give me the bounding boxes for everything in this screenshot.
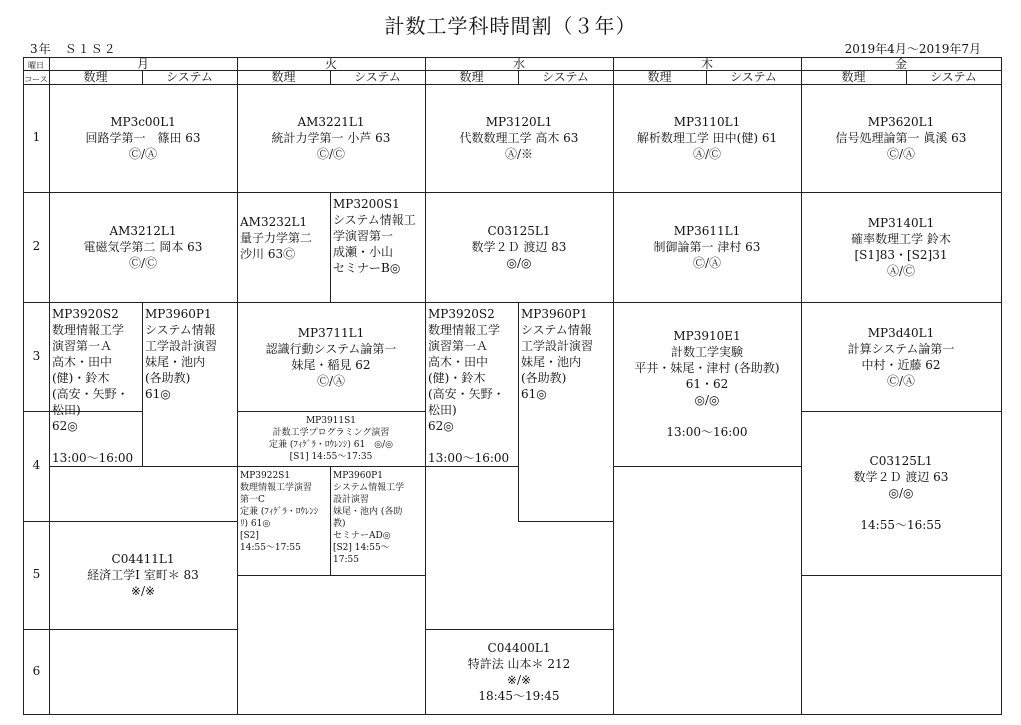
- course-code: MP3620L1: [867, 115, 935, 129]
- course-text: 代数数理工学 高木 63: [459, 131, 579, 145]
- course-text: 松田): [428, 403, 457, 417]
- page-title: 計数工学科時間割（３年）: [384, 14, 637, 38]
- course-text: 信号処理論第一 眞溪 63: [835, 131, 967, 145]
- cell-line: [425, 466, 518, 467]
- course-text: [S2] 14:55～: [333, 543, 390, 553]
- day-header-label: 曜日: [28, 61, 44, 70]
- course-text: 14:55～16:55: [860, 518, 942, 532]
- course-code: MP3922S1: [240, 471, 291, 481]
- course-text: (高安・矢野・: [428, 387, 505, 401]
- course-text: Ⓒ/Ⓐ: [886, 147, 916, 161]
- course-text: 統計力学第一 小芦 63: [271, 131, 391, 145]
- course-text: システム情報工学: [333, 483, 405, 493]
- course-text: 確率数理工学 鈴木: [851, 232, 951, 246]
- course-header-math: 数理: [271, 70, 296, 84]
- course-text: システム情報: [145, 323, 216, 337]
- course-code: AM3212L1: [109, 224, 177, 238]
- course-text: ◎/◎: [888, 486, 914, 500]
- period-line: [23, 521, 49, 522]
- cell-line: [613, 466, 801, 467]
- period-number: 1: [32, 130, 41, 144]
- class-cell-tue4a: [237, 466, 330, 575]
- class-cell-fri4: [801, 411, 1001, 575]
- course-text: 認識行動システム論第一: [265, 341, 397, 356]
- course-code: MP3200S1: [333, 197, 400, 211]
- course-text: 回路学第一 篠田 63: [85, 131, 201, 145]
- period-number: 6: [32, 663, 41, 678]
- course-text: システム情報工: [333, 213, 416, 227]
- course-text: 演習第一Ａ: [52, 339, 113, 353]
- course-text: ※/※: [506, 672, 532, 687]
- course-text: 松田): [52, 403, 81, 417]
- course-text: (健)・鈴木: [428, 371, 486, 385]
- course-code: C03125L1: [869, 454, 933, 468]
- class-cell-mon3a: [49, 302, 142, 466]
- course-text: ◎/◎: [506, 256, 532, 270]
- course-code: C04411L1: [111, 552, 175, 566]
- grid-border-left: [23, 57, 24, 714]
- course-code: MP3960P1: [333, 471, 383, 481]
- course-text: 解析数理工学 田中(健) 61: [636, 131, 778, 145]
- course-text: 定兼 (ﾌｨｹﾞﾗ・ﾛｳﾚﾝｼ: [240, 507, 319, 517]
- course-text: Ⓒ/Ⓒ: [128, 256, 158, 270]
- course-text: 工学設計演習: [145, 339, 218, 353]
- course-header-system: システム: [930, 70, 977, 84]
- course-header-system: システム: [354, 70, 401, 84]
- course-text: 制御論第一 津村 63: [653, 240, 761, 254]
- course-text: 経済工学Ⅰ 室町＊ 83: [87, 568, 199, 582]
- course-code: MP3120L1: [485, 115, 553, 129]
- class-label: 3年 Ｓ１Ｓ２: [30, 42, 117, 56]
- course-text: (各助教): [145, 371, 191, 385]
- class-cell-mon3b: [142, 302, 237, 466]
- course-text: [705, 408, 709, 424]
- course-code: MP3960P1: [145, 307, 212, 321]
- course-code: MP3960P1: [521, 307, 588, 321]
- course-text: Ⓒ/Ⓒ: [316, 147, 346, 161]
- course-text: 数理情報工学: [52, 323, 125, 337]
- course-code: C03125L1: [487, 224, 551, 238]
- grid-border-right: [1001, 57, 1002, 714]
- course-text: 数学２Ｄ 渡辺 83: [471, 240, 567, 254]
- period-number: 4: [32, 458, 41, 472]
- course-header-math: 数理: [841, 70, 866, 84]
- course-code: MP3110L1: [673, 115, 741, 129]
- course-code: MP3910E1: [673, 329, 741, 343]
- course-text: 中村・近藤 62: [861, 357, 941, 372]
- course-text: 妹尾・池内: [145, 355, 206, 369]
- course-text: [S2]: [240, 531, 259, 541]
- course-text: Ⓒ/Ⓐ: [886, 373, 916, 388]
- course-text: 13:00～16:00: [428, 451, 510, 465]
- course-text: 妹尾・池内 (各助: [333, 507, 403, 517]
- course-text: Ⓒ/Ⓐ: [316, 373, 346, 388]
- course-text: 数理情報工学演習: [240, 483, 313, 493]
- course-text: 13:00～16:00: [52, 451, 134, 465]
- course-text: 高木・田中: [428, 355, 489, 369]
- course-code: C04400L1: [487, 640, 551, 655]
- period-number: 2: [32, 239, 41, 253]
- grid-border-bottom: [23, 714, 1002, 715]
- period-line: [23, 629, 49, 630]
- course-text: 61・62: [685, 377, 729, 391]
- class-cell-tue4b: [330, 466, 425, 575]
- course-header-system: システム: [542, 70, 589, 84]
- course-text: 数理情報工学: [428, 323, 501, 337]
- course-text: セミナーB◎: [333, 261, 401, 275]
- cell-line: [518, 521, 613, 522]
- course-text: [S1]83・[S2]31: [854, 248, 948, 262]
- course-text: 特許法 山本＊ 212: [467, 656, 571, 671]
- course-code: MP3c00L1: [110, 115, 176, 129]
- course-text: 17:55: [333, 555, 359, 565]
- class-cell-wed6: [425, 629, 613, 714]
- cell-line: [49, 466, 237, 467]
- class-cell-fri3: [801, 302, 1001, 411]
- course-text: 第一C: [240, 495, 265, 505]
- class-cell-wed3b: [518, 302, 613, 466]
- course-text: 平井・妹尾・津村 (各助教): [634, 361, 780, 375]
- day-header: 木: [700, 57, 713, 71]
- course-text: ◎/◎: [694, 393, 720, 407]
- class-cell-wed2: [425, 192, 613, 302]
- course-text: 高木・田中: [52, 355, 113, 369]
- course-header-math: 数理: [459, 70, 484, 84]
- course-text: 量子力学第二: [240, 231, 313, 245]
- course-text: [S1] 14:55～17:35: [289, 451, 373, 462]
- class-cell-mon2: [49, 192, 237, 302]
- course-text: 設計演習: [333, 495, 370, 505]
- class-cell-tue3: [237, 302, 425, 411]
- class-cell-fri2: [801, 192, 1001, 302]
- course-text: システム情報: [521, 323, 592, 337]
- course-text: ※/※: [130, 584, 156, 598]
- cell-line: [49, 629, 237, 630]
- course-text: 妹尾・稲見 62: [291, 357, 371, 372]
- course-code: MP3711L1: [297, 325, 365, 340]
- course-code: MP3611L1: [673, 224, 741, 238]
- course-text: 教): [333, 519, 346, 529]
- course-header-system: システム: [166, 70, 213, 84]
- day-header: 水: [512, 57, 525, 71]
- course-text: 13:00～16:00: [666, 425, 748, 439]
- course-text: 計算システム論第一: [847, 341, 955, 356]
- class-cell-mon1: [49, 84, 237, 192]
- course-text: 定兼 (ﾌｨｹﾞﾗ・ﾛｳﾚﾝｼ) 61 ◎/◎: [269, 439, 393, 450]
- course-header-label: コース: [24, 75, 48, 84]
- course-text: 61◎: [145, 387, 171, 401]
- day-header: 月: [136, 57, 149, 71]
- class-cell-thu1: [613, 84, 801, 192]
- period-line: [23, 192, 49, 193]
- class-cell-thu2: [613, 192, 801, 302]
- course-text: 成瀬・小山: [333, 245, 394, 259]
- course-text: 計数工学プログラミング演習: [272, 427, 390, 438]
- course-text: 工学設計演習: [521, 339, 594, 353]
- class-cell-wed1: [425, 84, 613, 192]
- course-text: Ⓒ/Ⓐ: [128, 147, 158, 161]
- period-number: 5: [32, 567, 41, 581]
- class-cell-fri1: [801, 84, 1001, 192]
- course-text: Ⓒ/Ⓐ: [692, 256, 722, 270]
- course-header-system: システム: [730, 70, 777, 84]
- course-code: MP3911S1: [305, 415, 357, 426]
- course-code: AM3232L1: [240, 215, 308, 229]
- course-text: [52, 434, 139, 450]
- class-cell-mon5: [49, 521, 237, 629]
- course-text: Ⓐ/※: [504, 147, 534, 161]
- course-text: 数学２Ｄ 渡辺 63: [853, 470, 949, 484]
- course-code: MP3920S2: [52, 307, 119, 321]
- course-text: 計数工学実験: [670, 345, 743, 359]
- class-cell-tue2a: [237, 192, 330, 302]
- course-text: [899, 501, 903, 517]
- course-text: セミナーAD◎: [333, 531, 391, 541]
- course-text: Ⓐ/Ⓒ: [886, 264, 916, 278]
- course-text: 沙川 63Ⓒ: [240, 247, 296, 261]
- day-header: 金: [894, 57, 907, 71]
- period-line: [23, 302, 49, 303]
- course-text: (健)・鈴木: [52, 371, 110, 385]
- course-text: 学演習第一: [333, 229, 394, 243]
- course-text: 妹尾・池内: [521, 355, 582, 369]
- course-code: MP3140L1: [867, 216, 935, 230]
- period-number: 3: [32, 348, 41, 363]
- course-text: 62◎: [428, 419, 454, 433]
- period-line: [23, 411, 49, 412]
- course-text: ﾘ) 61◎: [240, 519, 271, 529]
- course-text: 電磁気学第二 岡本 63: [83, 240, 203, 254]
- course-text: 62◎: [52, 419, 78, 433]
- class-cell-tue4: [237, 411, 425, 466]
- cell-line: [801, 575, 1001, 576]
- course-code: AM3221L1: [297, 115, 365, 129]
- class-cell-tue2b: [330, 192, 425, 302]
- class-cell-thu3: [613, 302, 801, 466]
- day-header: 火: [324, 57, 337, 71]
- course-text: 14:55～17:55: [240, 543, 301, 553]
- course-header-math: 数理: [83, 70, 108, 84]
- course-text: [428, 434, 515, 450]
- course-code: MP3920S2: [428, 307, 495, 321]
- course-text: Ⓐ/Ⓒ: [692, 147, 722, 161]
- course-text: (高安・矢野・: [52, 387, 129, 401]
- class-cell-tue1: [237, 84, 425, 192]
- term-label: 2019年4月～2019年7月: [844, 42, 981, 56]
- cell-line: [237, 575, 425, 576]
- course-text: 61◎: [521, 387, 547, 401]
- class-cell-wed3a: [425, 302, 518, 466]
- course-text: (各助教): [521, 371, 567, 385]
- course-text: 演習第一Ａ: [428, 339, 489, 353]
- course-text: 18:45～19:45: [478, 688, 560, 703]
- course-header-math: 数理: [647, 70, 672, 84]
- course-code: MP3d40L1: [867, 325, 935, 340]
